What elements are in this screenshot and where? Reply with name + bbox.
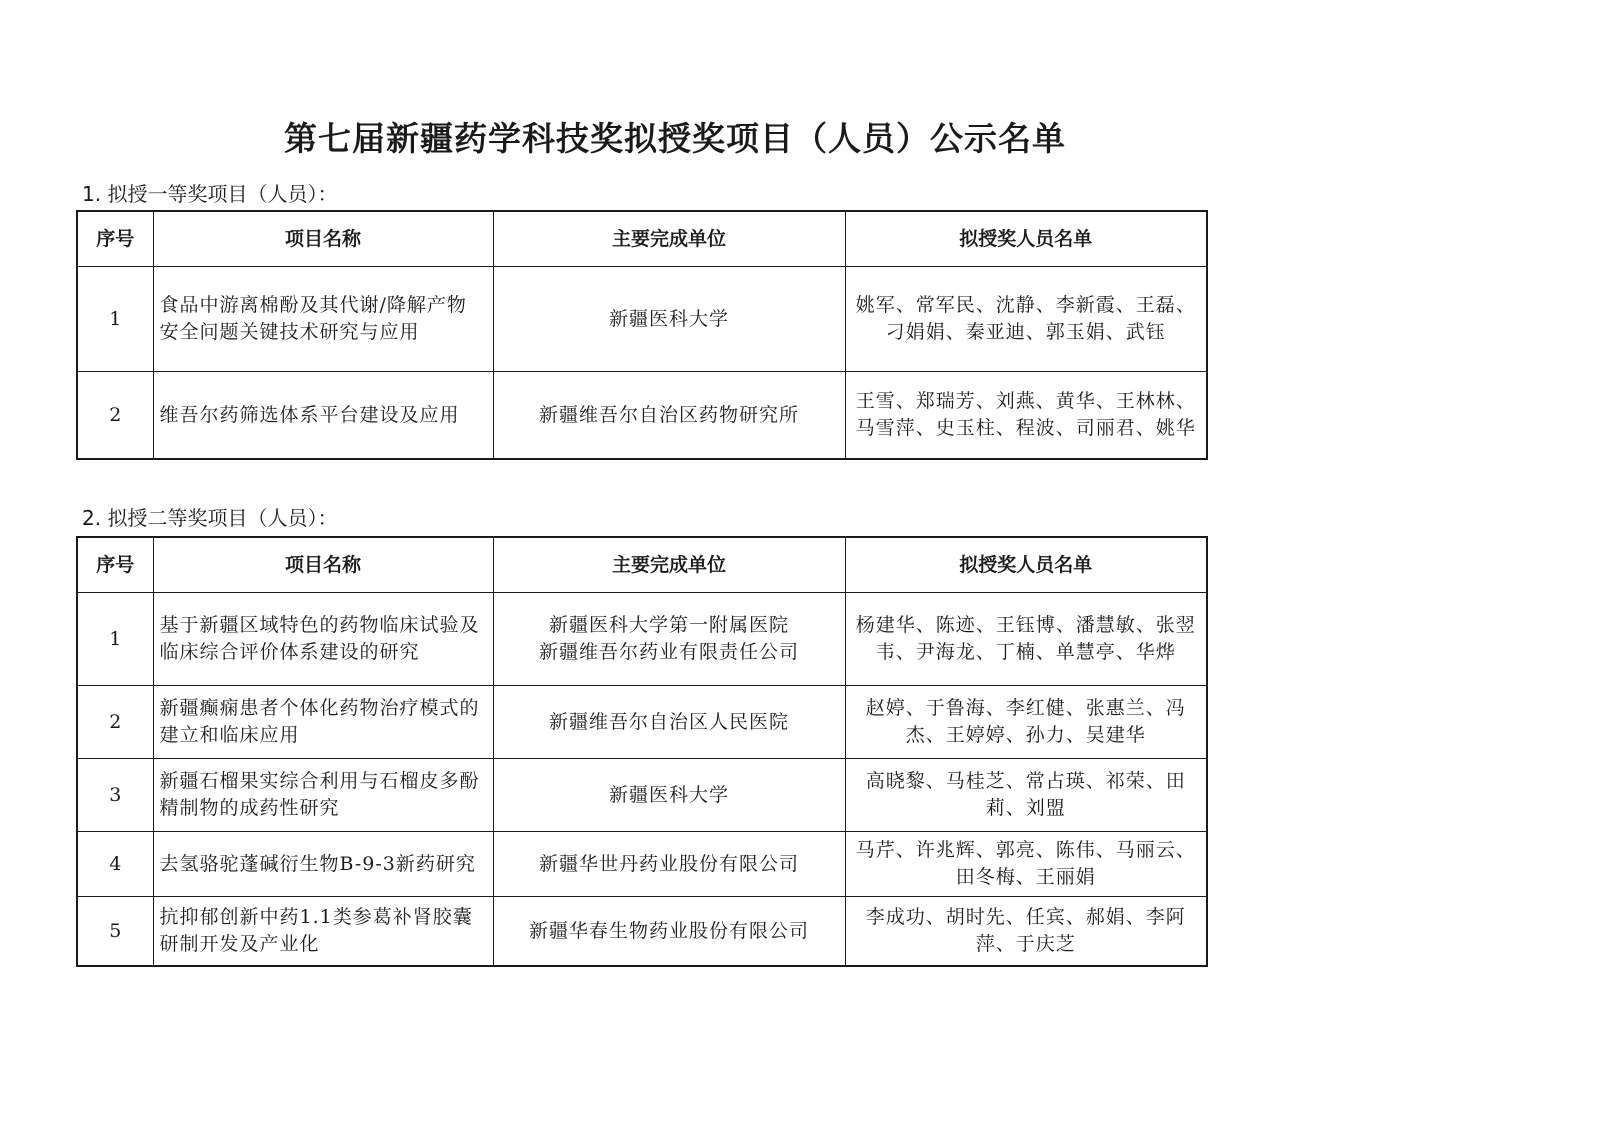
row-no: 2 <box>77 372 153 460</box>
unit-line: 新疆维吾尔自治区人民医院 <box>548 710 789 733</box>
row-people: 李成功、胡时先、任宾、郝娟、李阿萍、于庆芝 <box>845 897 1207 967</box>
second-prize-table <box>76 536 1208 967</box>
row-no: 5 <box>77 897 153 967</box>
row-no: 1 <box>77 267 153 372</box>
row-project-name: 基于新疆区域特色的药物临床试验及临床综合评价体系建设的研究 <box>153 593 493 686</box>
unit-line: 新疆维吾尔药业有限责任公司 <box>538 641 799 663</box>
row-unit <box>493 897 845 967</box>
table-row <box>77 686 1207 759</box>
row-people: 姚军、常军民、沈静、李新霞、王磊、刁娟娟、秦亚迪、郭玉娟、武钰 <box>845 267 1207 372</box>
header-no: 序号 <box>77 537 153 593</box>
row-people: 赵婷、于鲁海、李红健、张惠兰、冯杰、王婷婷、孙力、吴建华 <box>845 686 1207 759</box>
header-people: 拟授奖人员名单 <box>845 537 1207 593</box>
header-project-name: 项目名称 <box>153 537 493 593</box>
row-unit <box>493 593 845 686</box>
row-people: 高晓黎、马桂芝、常占瑛、祁荣、田莉、刘盟 <box>845 759 1207 832</box>
row-project-name: 去氢骆驼蓬碱衍生物B-9-3新药研究 <box>153 832 493 897</box>
table-header-row <box>77 211 1207 267</box>
unit-line: 新疆华春生物药业股份有限公司 <box>528 919 809 942</box>
table-row <box>77 593 1207 686</box>
row-unit <box>493 686 845 759</box>
row-unit <box>493 832 845 897</box>
section2-heading: 2. 拟授二等奖项目（人员）： <box>82 506 338 530</box>
page-title: 第七届新疆药学科技奖拟授奖项目（人员）公示名单 <box>284 119 1066 158</box>
row-project-name: 抗抑郁创新中药1.1类参葛补肾胶囊研制开发及产业化 <box>153 897 493 967</box>
unit-line: 新疆华世丹药业股份有限公司 <box>538 852 799 875</box>
row-project-name: 维吾尔药筛选体系平台建设及应用 <box>153 372 493 460</box>
unit-line: 新疆医科大学第一附属医院 <box>548 614 789 636</box>
header-unit: 主要完成单位 <box>493 537 845 593</box>
row-no: 4 <box>77 832 153 897</box>
row-project-name: 新疆石榴果实综合利用与石榴皮多酚精制物的成药性研究 <box>153 759 493 832</box>
row-project-name: 新疆癫痫患者个体化药物治疗模式的建立和临床应用 <box>153 686 493 759</box>
header-project-name: 项目名称 <box>153 211 493 267</box>
table-row <box>77 759 1207 832</box>
table-header-row <box>77 537 1207 593</box>
table-row <box>77 372 1207 460</box>
row-no: 3 <box>77 759 153 832</box>
row-project-name: 食品中游离棉酚及其代谢/降解产物安全问题关键技术研究与应用 <box>153 267 493 372</box>
table-row <box>77 832 1207 897</box>
row-unit <box>493 759 845 832</box>
row-people: 马芹、许兆辉、郭亮、陈伟、马丽云、田冬梅、王丽娟 <box>845 832 1207 897</box>
section1-heading: 1. 拟授一等奖项目（人员）： <box>82 182 338 206</box>
row-people: 王雪、郑瑞芳、刘燕、黄华、王林林、马雪萍、史玉柱、程波、司丽君、姚华 <box>845 372 1207 460</box>
first-prize-table <box>76 210 1208 460</box>
row-people: 杨建华、陈迹、王钰博、潘慧敏、张翌韦、尹海龙、丁楠、单慧亭、华烨 <box>845 593 1207 686</box>
row-unit: 新疆医科大学 <box>493 267 845 372</box>
unit-line: 新疆医科大学 <box>608 783 729 806</box>
header-people: 拟授奖人员名单 <box>845 211 1207 267</box>
row-no: 1 <box>77 593 153 686</box>
table-row <box>77 267 1207 372</box>
table-row <box>77 897 1207 967</box>
row-no: 2 <box>77 686 153 759</box>
header-unit: 主要完成单位 <box>493 211 845 267</box>
header-no: 序号 <box>77 211 153 267</box>
row-unit: 新疆维吾尔自治区药物研究所 <box>493 372 845 460</box>
